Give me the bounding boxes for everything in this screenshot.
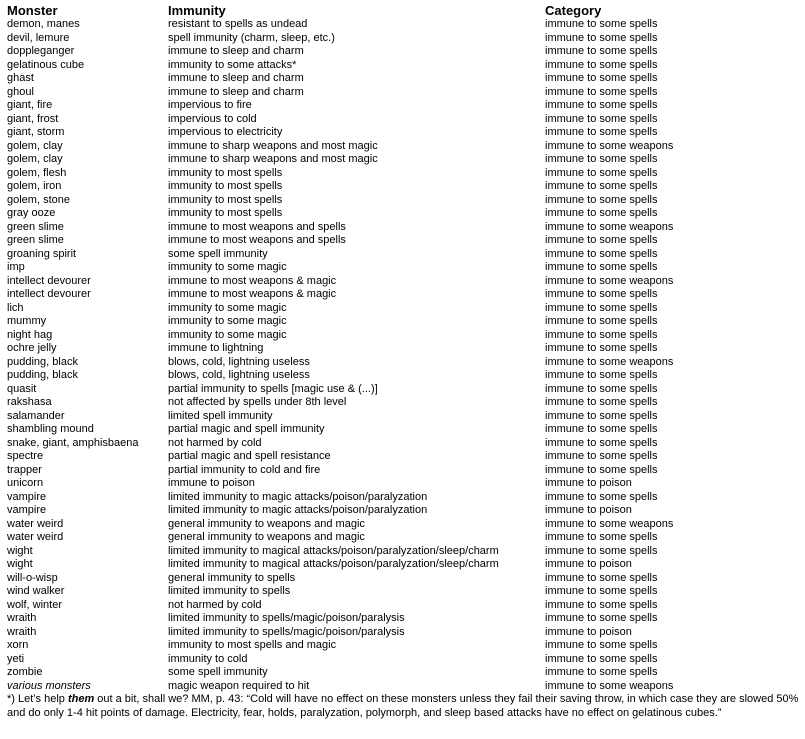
table-row [0,126,805,140]
immunity-cell: immune to sharp weapons and most magic [168,153,378,165]
table-row [0,369,805,383]
immunity-cell: general immunity to weapons and magic [168,517,365,530]
category-cell: immune to some spells [545,58,658,71]
immunity-cell: some spell immunity [168,247,268,260]
category-cell: immune to some spells [545,382,658,395]
immunity-cell: partial magic and spell resistance [168,450,331,462]
table-row [0,491,805,505]
table-row [0,329,805,343]
monster-cell: spectre [7,450,44,462]
table-row [0,599,805,613]
category-cell: immune to poison [545,477,632,489]
monster-cell: night hag [7,328,53,341]
immunity-cell: immunity to most spells and magic [168,639,337,651]
immunity-cell: some spell immunity [168,666,268,678]
monster-cell: groaning spirit [7,247,77,260]
monster-cell: gelatinous cube [7,58,85,71]
header-monster: Monster [7,3,58,18]
table-row [0,180,805,194]
monster-cell: doppleganger [7,45,75,57]
category-cell: immune to some spells [545,409,658,422]
monster-cell: lich [7,301,24,314]
immunity-cell: not harmed by cold [168,436,262,449]
category-cell: immune to some spells [545,490,658,503]
table-row [0,59,805,73]
monster-cell: green slime [7,234,64,246]
monster-cell: pudding, black [7,369,78,381]
category-cell: immune to some spells [545,112,658,125]
monster-cell: trapper [7,463,42,476]
monster-cell: wraith [7,625,37,638]
monster-cell: devil, lemure [7,31,70,44]
monster-cell: quasit [7,382,37,395]
footnote [7,693,800,720]
category-cell: immune to some spells [545,571,658,584]
immunity-cell: immune to sleep and charm [168,45,304,57]
immunity-cell: partial immunity to cold and fire [168,463,321,476]
immunity-cell: blows, cold, lightning useless [168,369,310,381]
header-immunity: Immunity [168,3,226,18]
monster-cell: wight [7,558,33,570]
table-row [0,18,805,32]
immunity-cell: limited immunity to magical attacks/poison/paralyzation/sleep/charm [168,544,499,557]
category-cell: immune to some spells [545,396,658,408]
footnote-text-before: *) Let’s help [7,693,68,705]
immunity-cell: limited immunity to magic attacks/poison/paralyzation [168,490,428,503]
table-row [0,221,805,235]
immunity-cell: immunity to some attacks* [168,58,297,71]
category-cell: immune to some spells [545,544,658,557]
immunity-cell: limited immunity to spells [168,585,291,597]
category-cell: immune to some spells [545,126,658,138]
immunity-cell: limited immunity to magical attacks/poison/paralyzation/sleep/charm [168,558,499,570]
table-row [0,72,805,86]
footnote-text-after: out a bit, shall we? MM, p. 43: “Cold will have no effect on these monsters unless they fail their saving throw, in which case they are slowed 50% and do only 1-4 hit points of damage. Electricity, fear, holds, paralyzation, polymorph, and sleep based attacks have no effect on gelatinous cubes.” [7,693,799,719]
monster-cell: water weird [7,517,64,530]
category-cell: immune to some spells [545,436,658,449]
immunity-cell: immunity to most spells [168,193,283,206]
monster-cell: giant, frost [7,112,59,125]
table-row [0,194,805,208]
category-cell: immune to some spells [545,450,658,462]
table-row [0,302,805,316]
category-cell: immune to some weapons [545,220,674,233]
category-cell: immune to some spells [545,301,658,314]
immunity-cell: impervious to electricity [168,126,283,138]
category-cell: immune to some weapons [545,679,674,692]
table-row [0,261,805,275]
table-row [0,680,805,694]
category-cell: immune to some spells [545,328,658,341]
immunity-cell: limited spell immunity [168,409,273,422]
table-row [0,626,805,640]
table-row [0,666,805,680]
monster-cell: ghast [7,72,34,84]
table-row [0,32,805,46]
category-cell: immune to some spells [545,207,658,219]
immunity-cell: immunity to most spells [168,207,283,219]
monster-cell: intellect devourer [7,288,91,300]
category-cell: immune to poison [545,504,632,516]
immunity-cell: spell immunity (charm, sleep, etc.) [168,31,335,44]
table-row [0,572,805,586]
monster-cell: water weird [7,531,64,543]
monster-cell: wraith [7,612,37,624]
table-row [0,639,805,653]
category-cell: immune to some spells [545,153,658,165]
immunity-cell: immune to most weapons & magic [168,274,337,287]
category-cell: immune to some spells [545,31,658,44]
monster-cell: golem, clay [7,139,63,152]
category-cell: immune to poison [545,625,632,638]
monster-cell: vampire [7,490,47,503]
table-row [0,410,805,424]
monster-cell: shambling mound [7,423,94,435]
category-cell: immune to some spells [545,85,658,98]
table-row [0,518,805,532]
immunity-cell: resistant to spells as undead [168,18,308,30]
category-cell: immune to some spells [545,585,658,597]
monster-cell: wight [7,544,33,557]
immunity-cell: immunity to some magic [168,328,287,341]
category-cell: immune to some spells [545,166,658,179]
table-row [0,86,805,100]
immunity-cell: limited immunity to spells/magic/poison/paralysis [168,612,405,624]
monster-cell: rakshasa [7,396,52,408]
header-category: Category [545,3,602,18]
monster-cell: ghoul [7,85,34,98]
category-cell: immune to some spells [545,369,658,381]
table-row [0,558,805,572]
monster-cell: golem, flesh [7,166,67,179]
category-cell: immune to some spells [545,234,658,246]
immunity-cell: immune to most weapons and spells [168,220,346,233]
immunity-cell: not affected by spells under 8th level [168,396,347,408]
table-row [0,585,805,599]
table-row [0,396,805,410]
category-cell: immune to some spells [545,612,658,624]
immunity-cell: partial magic and spell immunity [168,423,325,435]
immunity-cell: immunity to some magic [168,315,287,327]
table-row [0,207,805,221]
category-cell: immune to some spells [545,45,658,57]
category-cell: immune to some spells [545,99,658,111]
category-cell: immune to some spells [545,261,658,273]
category-cell: immune to some spells [545,315,658,327]
immunity-cell: impervious to cold [168,112,257,125]
table-row [0,545,805,559]
monster-cell: gray ooze [7,207,56,219]
table-row [0,531,805,545]
category-cell: immune to some spells [545,247,658,260]
immunity-cell: immune to poison [168,477,255,489]
category-cell: immune to some weapons [545,274,674,287]
immunity-cell: limited immunity to magic attacks/poison/paralyzation [168,504,428,516]
table-row [0,45,805,59]
table-row [0,153,805,167]
immunity-cell: immune to sharp weapons and most magic [168,139,378,152]
table-row [0,437,805,451]
monster-cell: pudding, black [7,355,78,368]
monster-cell: demon, manes [7,18,80,30]
category-cell: immune to some weapons [545,139,674,152]
immunity-cell: not harmed by cold [168,598,262,611]
monster-cell: snake, giant, amphisbaena [7,436,139,449]
table-row [0,450,805,464]
immunity-cell: general immunity to weapons and magic [168,531,365,543]
category-cell: immune to some spells [545,72,658,84]
table-row [0,99,805,113]
category-cell: immune to some spells [545,18,658,30]
immunity-cell: immunity to most spells [168,180,283,192]
immunity-cell: immune to most weapons and spells [168,234,346,246]
immunity-cell: partial immunity to spells [magic use & (...)] [168,382,378,395]
table-row [0,653,805,667]
table-row [0,464,805,478]
immunity-cell: impervious to fire [168,99,252,111]
monster-cell: mummy [7,315,47,327]
table-row [0,383,805,397]
immunity-cell: magic weapon required to hit [168,679,310,692]
category-cell: immune to some spells [545,463,658,476]
category-cell: immune to some spells [545,288,658,300]
immunity-cell: immunity to cold [168,652,248,665]
monster-cell: intellect devourer [7,274,91,287]
category-cell: immune to some spells [545,180,658,192]
category-cell: immune to some spells [545,639,658,651]
table-body [0,18,805,693]
category-cell: immune to some spells [545,666,658,678]
table-row [0,315,805,329]
category-cell: immune to some spells [545,598,658,611]
monster-cell: will-o-wisp [7,571,58,584]
table-row [0,477,805,491]
monster-cell: golem, stone [7,193,70,206]
category-cell: immune to some weapons [545,517,674,530]
table-row [0,248,805,262]
table-row [0,612,805,626]
monster-cell: giant, storm [7,126,65,138]
table-row [0,288,805,302]
monster-cell: green slime [7,220,64,233]
table-row [0,275,805,289]
table-row [0,423,805,437]
monster-cell: wind walker [7,585,65,597]
monster-cell: golem, iron [7,180,62,192]
immunity-cell: general immunity to spells [168,571,296,584]
immunity-cell: immunity to some magic [168,261,287,273]
monster-cell: unicorn [7,477,44,489]
category-cell: immune to poison [545,558,632,570]
monster-cell: xorn [7,639,29,651]
monster-cell: yeti [7,652,25,665]
immunity-cell: limited immunity to spells/magic/poison/paralysis [168,625,405,638]
monster-cell: wolf, winter [7,598,63,611]
table-row [0,234,805,248]
table-row [0,113,805,127]
immunity-cell: immune to lightning [168,342,264,354]
monster-cell: giant, fire [7,99,53,111]
table-row [0,140,805,154]
immunity-cell: immune to sleep and charm [168,72,304,84]
monster-cell: zombie [7,666,43,678]
immunity-cell: immunity to some magic [168,301,287,314]
category-cell: immune to some spells [545,342,658,354]
immunity-cell: immune to most weapons & magic [168,288,337,300]
category-cell: immune to some spells [545,193,658,206]
table-row [0,342,805,356]
category-cell: immune to some spells [545,652,658,665]
monster-cell: salamander [7,409,65,422]
immunity-cell: immunity to most spells [168,166,283,179]
category-cell: immune to some spells [545,423,658,435]
category-cell: immune to some weapons [545,355,674,368]
monster-cell: ochre jelly [7,342,57,354]
monster-cell: golem, clay [7,153,63,165]
monster-cell: imp [7,261,25,273]
monster-cell: various monsters [7,679,91,692]
immunity-cell: blows, cold, lightning useless [168,355,310,368]
monster-cell: vampire [7,504,47,516]
category-cell: immune to some spells [545,531,658,543]
table-row [0,504,805,518]
footnote-emphasis: them [67,693,95,705]
table-row [0,167,805,181]
immunity-cell: immune to sleep and charm [168,85,304,98]
table-row [0,356,805,370]
